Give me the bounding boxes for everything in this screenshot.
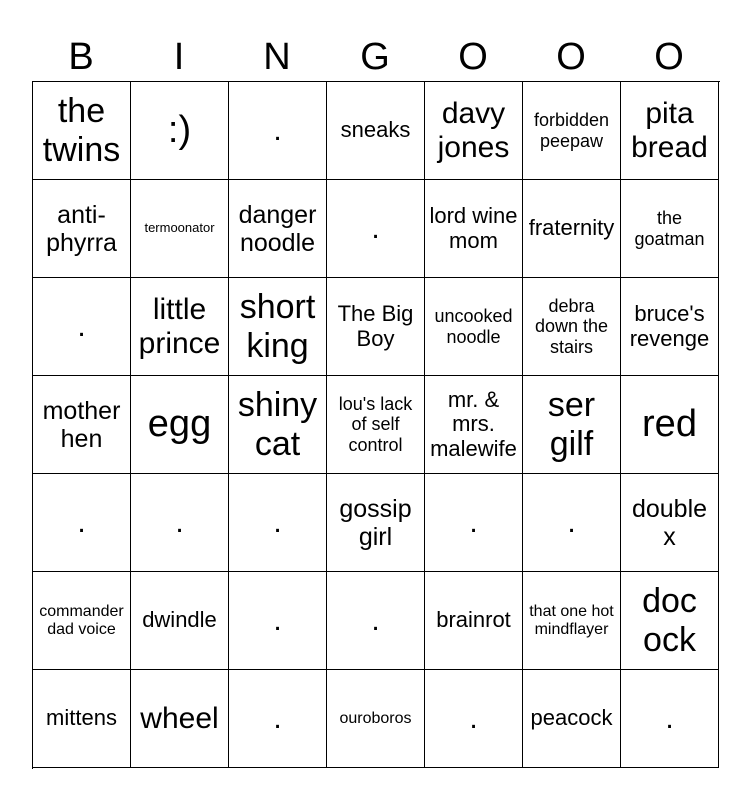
- cell-text: the goatman: [634, 208, 705, 249]
- cell-text: dwindle: [142, 607, 217, 633]
- cell-text: lou's lack of self control: [338, 394, 413, 455]
- bingo-cell: [523, 572, 621, 670]
- header-letter: O: [458, 36, 488, 78]
- bingo-cell: [523, 82, 621, 180]
- bingo-cell: [131, 376, 229, 474]
- cell-text: uncooked noodle: [434, 306, 513, 347]
- cell-text: davy jones: [437, 96, 510, 164]
- header-letter: G: [360, 36, 390, 78]
- cell-text: gossip girl: [339, 494, 412, 551]
- bingo-cell: [229, 670, 327, 768]
- bingo-cell: [621, 180, 719, 278]
- cell-text: mittens: [46, 705, 117, 731]
- bingo-cell: [33, 572, 131, 670]
- bingo-cell: [523, 180, 621, 278]
- cell-text: brainrot: [436, 607, 511, 633]
- bingo-cell: [425, 180, 523, 278]
- bingo-cell: [621, 278, 719, 376]
- bingo-cell: [131, 180, 229, 278]
- bingo-cell: [229, 82, 327, 180]
- cell-text: that one hot mindflayer: [529, 602, 614, 638]
- cell-text: pita bread: [631, 96, 708, 164]
- cell-text: .: [665, 701, 674, 735]
- bingo-cell: [327, 278, 425, 376]
- cell-text: :): [167, 109, 192, 152]
- cell-text: mother hen: [42, 396, 121, 453]
- bingo-cell: [425, 474, 523, 572]
- bingo-cell: [425, 572, 523, 670]
- bingo-board: [32, 81, 720, 769]
- cell-text: mr. & mrs. malewife: [430, 386, 517, 461]
- bingo-cell: [229, 376, 327, 474]
- cell-text: .: [273, 113, 282, 147]
- cell-text: peacock: [530, 705, 613, 731]
- cell-text: .: [77, 505, 86, 539]
- bingo-cell: [229, 278, 327, 376]
- header-letter: O: [654, 36, 684, 78]
- cell-text: forbidden peepaw: [533, 110, 610, 151]
- cell-text: little prince: [138, 292, 221, 360]
- bingo-cell: [229, 180, 327, 278]
- bingo-header: [32, 34, 720, 80]
- bingo-cell: [523, 278, 621, 376]
- cell-text: ser gilf: [547, 386, 596, 463]
- bingo-cell: [229, 572, 327, 670]
- cell-text: bruce's revenge: [629, 300, 710, 351]
- cell-text: .: [371, 211, 380, 245]
- bingo-cell: [523, 474, 621, 572]
- bingo-cell: [523, 376, 621, 474]
- bingo-cell: [131, 278, 229, 376]
- cell-text: doc ock: [642, 582, 697, 659]
- bingo-cell: [425, 670, 523, 768]
- cell-text: shiny cat: [237, 386, 318, 463]
- cell-text: .: [469, 505, 478, 539]
- bingo-cell: [131, 474, 229, 572]
- cell-text: .: [469, 701, 478, 735]
- cell-text: .: [273, 701, 282, 735]
- bingo-cell: [425, 82, 523, 180]
- bingo-cell: [327, 82, 425, 180]
- bingo-cell: [33, 278, 131, 376]
- header-letter: I: [173, 36, 185, 78]
- cell-text: termoonator: [144, 220, 215, 236]
- bingo-cell: [33, 82, 131, 180]
- bingo-cell: [621, 474, 719, 572]
- cell-text: egg: [147, 403, 212, 446]
- bingo-cell: [621, 670, 719, 768]
- bingo-cell: [229, 474, 327, 572]
- bingo-cell: [327, 376, 425, 474]
- cell-text: lord wine mom: [429, 202, 518, 253]
- cell-text: anti-phyrra: [46, 200, 117, 257]
- bingo-cell: [327, 572, 425, 670]
- bingo-cell: [523, 670, 621, 768]
- cell-text: The Big Boy: [337, 300, 414, 351]
- bingo-cell: [327, 474, 425, 572]
- cell-text: wheel: [140, 701, 219, 735]
- cell-text: red: [642, 403, 697, 446]
- bingo-cell: [131, 670, 229, 768]
- cell-text: debra down the stairs: [534, 296, 609, 357]
- cell-text: .: [175, 505, 184, 539]
- header-letter: O: [556, 36, 586, 78]
- bingo-cell: [131, 82, 229, 180]
- bingo-cell: [621, 82, 719, 180]
- header-letter: B: [68, 36, 94, 78]
- cell-text: the twins: [42, 92, 121, 169]
- cell-text: .: [567, 505, 576, 539]
- bingo-cell: [33, 670, 131, 768]
- cell-text: .: [273, 603, 282, 637]
- bingo-cell: [33, 180, 131, 278]
- cell-text: .: [371, 603, 380, 637]
- bingo-cell: [33, 474, 131, 572]
- bingo-cell: [621, 376, 719, 474]
- bingo-cell: [327, 670, 425, 768]
- cell-text: .: [77, 309, 86, 343]
- cell-text: danger noodle: [238, 200, 317, 257]
- cell-text: double x: [631, 494, 708, 551]
- cell-text: ouroboros: [339, 709, 412, 727]
- bingo-cell: [131, 572, 229, 670]
- bingo-cell: [425, 278, 523, 376]
- bingo-cell: [425, 376, 523, 474]
- bingo-cell: [621, 572, 719, 670]
- cell-text: sneaks: [340, 117, 411, 143]
- bingo-cell: [33, 376, 131, 474]
- cell-text: .: [273, 505, 282, 539]
- cell-text: commander dad voice: [39, 602, 124, 638]
- header-letter: N: [263, 36, 291, 78]
- cell-text: fraternity: [528, 215, 615, 241]
- cell-text: short king: [239, 288, 316, 365]
- bingo-cell: [327, 180, 425, 278]
